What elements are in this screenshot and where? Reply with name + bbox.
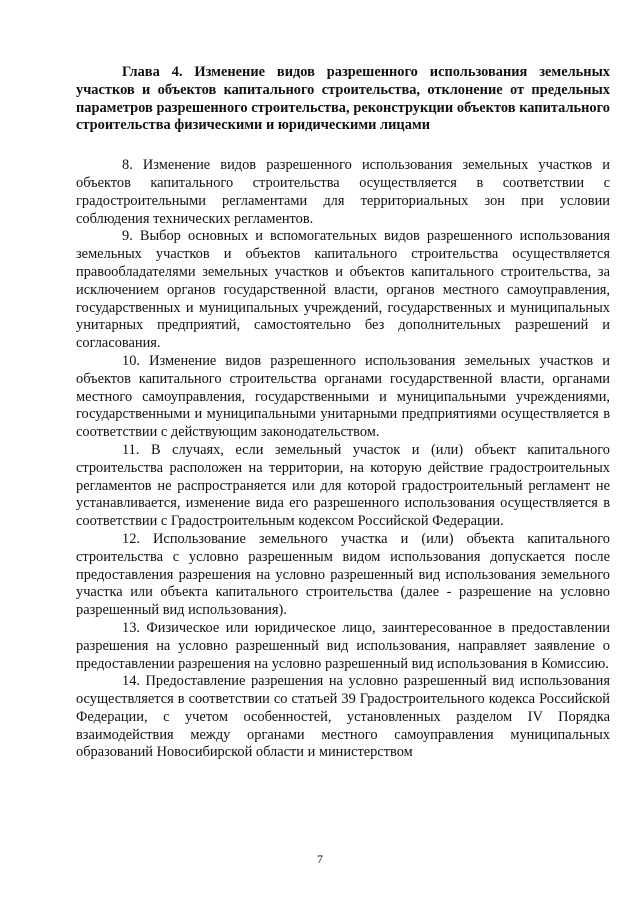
paragraph-8: 8. Изменение видов разрешенного использования земельных участков и объектов капитального строительства осуществляется в соответствии с градостроительными регламентами для территориальных зон при условии соблюдения технических регламентов. <box>76 157 610 227</box>
paragraph-13: 13. Физическое или юридическое лицо, заинтересованное в предоставлении разрешения на условно разрешенный вид использования, направляет заявление о предоставлении разрешения на условно разрешенный вид использования в Комиссию. <box>76 619 610 672</box>
paragraph-10: 10. Изменение видов разрешенного использования земельных участков и объектов капитального строительства органами государственной власти, органами местного самоуправления, государственными и муниципальными учреждениями, государственными и муниципальными унитарными предприятиями осуществляется в соответствии с действующим законодательством. <box>76 352 610 441</box>
paragraph-12: 12. Использование земельного участка и (или) объекта капитального строительства с условно разрешенным видом использования допускается после предоставления разрешения на условно разрешенный вид использования земельного участка или объекта капитального строительства (далее - разрешение на условно разрешенный вид использования). <box>76 530 610 619</box>
paragraph-11: 11. В случаях, если земельный участок и (или) объект капитального строительства расположен на территории, на которую действие градостроительных регламентов не распространяется или для которой градостроительный регламент не устанавливается, изменение вида его разрешенного использования осуществляется в соответствии с Градостроительным кодексом Российской Федерации. <box>76 441 610 530</box>
page-content <box>76 64 610 762</box>
paragraph-14: 14. Предоставление разрешения на условно разрешенный вид использования осуществляется в соответствии со статьей 39 Градостроительного кодекса Российской Федерации, с учетом особенностей, установленных разделом IV Порядка взаимодействия между органами местного самоуправления муниципальных образований Новосибирской области и министерством <box>76 673 610 761</box>
page-number: 7 <box>317 852 323 866</box>
chapter-heading: Глава 4. Изменение видов разрешенного использования земельных участков и объектов капитального строительства, отклонение от предельных параметров разрешенного строительства, реконструкции объектов капитального строительства физическими и юридическими лицами <box>76 64 610 134</box>
paragraph-9: 9. Выбор основных и вспомогательных видов разрешенного использования земельных участков и объектов капитального строительства осуществляется правообладателями земельных участков и объектов капитального строительства, за исключением органов государственной власти, органов местного самоуправления, государственных и муниципальных учреждений, государственных и муниципальных унитарных предприятий, самостоятельно без дополнительных разрешений и согласования. <box>76 228 610 352</box>
